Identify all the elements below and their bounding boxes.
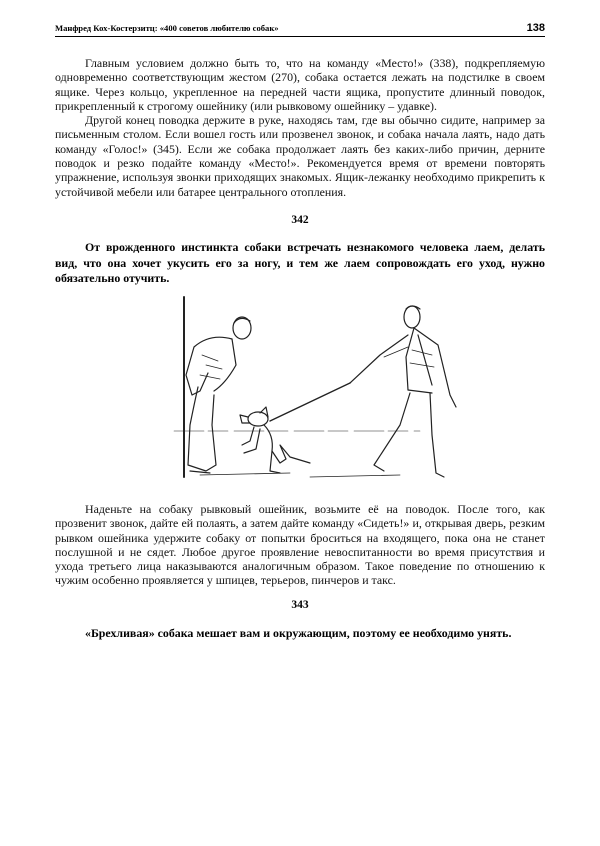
running-header [55, 20, 545, 37]
paragraph: Наденьте на собаку рывковый ошейник, возьмите её на поводок. После того, как прозвенит звонок, дайте ей полаять, а затем дайте команду «Сидеть!» и, открывая дверь, резким рывком ошейника удержите собаку от попытки броситься на входящего, пока она не станет послушной и не сядет. Любое другое проявление невоспитанности во время присутствия и ухода третьего лица наказываются аналогичным образом. Такое поведение по отношению к чужим особенно проявляется у шпицев, терьеров, пинчеров и такс. [55, 502, 545, 588]
illustration-dog-leash [170, 295, 470, 485]
page-number: 138 [526, 22, 545, 34]
owner-figure [350, 306, 456, 477]
section-number-343: 343 [291, 599, 309, 611]
visitor-figure [186, 317, 251, 473]
section-heading-342 [55, 240, 545, 287]
book-title: Манфред Кох-Костерзитц: «400 советов любителю собак» [55, 23, 279, 33]
section-heading-343 [55, 626, 545, 642]
section-body-342 [55, 502, 545, 588]
intro-text [55, 56, 545, 199]
paragraph: Другой конец поводка держите в руке, находясь там, где вы обычно сидите, например за письменным столом. Если вошел гость или прозвенел звонок, и собака начала лаять, надо дать команду «Голос!» (345). Если же собака продолжает лаять без каких-либо причин, дерните поводок и резко подайте команду «Место!». Рекомендуется время от времени повторять упражнение, используя звонки приходящих знакомых. Ящик-лежанку необходимо прикрепить к устойчивой мебели или батарее центрального отопления. [55, 113, 545, 199]
section-number-342: 342 [291, 214, 309, 226]
paragraph: Главным условием должно быть то, что на команду «Место!» (338), подкрепляемую одновременно соответствующим жестом (270), собака остается лежать на подстилке в своем ящике. Через кольцо, укрепленное на передней части ящика, пропустите длинный поводок, прикрепленный к строгому ошейнику (или рывковому ошейнику – удавке). [55, 56, 545, 113]
section-heading-text: От врожденного инстинкта собаки встречать незнакомого человека лаем, делать вид, что она хочет укусить его за ногу, и тем же лаем сопровождать его уход, нужно обязательно отучить. [55, 240, 545, 285]
dog-figure [240, 407, 310, 473]
section-heading-text: «Брехливая» собака мешает вам и окружающим, поэтому ее необходимо унять. [85, 626, 512, 640]
leash [270, 383, 350, 421]
